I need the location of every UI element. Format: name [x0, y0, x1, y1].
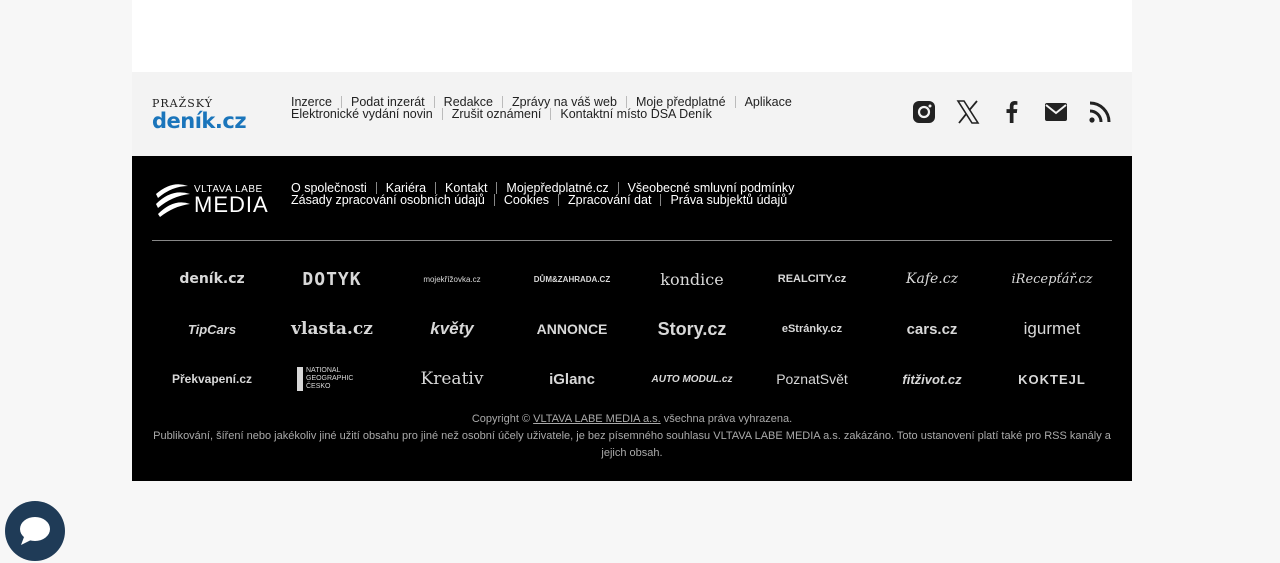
partner-logo-cars[interactable]: [872, 304, 992, 354]
partner-logo-text: ANNONCE: [536, 321, 608, 337]
footer-link-redakce[interactable]: Redakce: [434, 96, 502, 108]
footer-link-kontaktni-misto-dsa[interactable]: Kontaktní místo DSA Deník: [550, 108, 720, 120]
company-link-zpracovani-dat[interactable]: Zpracování dat: [558, 194, 660, 206]
social-links: [912, 100, 1112, 124]
copyright-company-link[interactable]: VLTAVA LABE MEDIA a.s.: [533, 413, 661, 425]
company-link-kontakt[interactable]: Kontakt: [435, 182, 496, 194]
partner-logo-text: vlasta.cz: [291, 319, 373, 339]
partner-logo-text: AUTO MODUL.cz: [651, 373, 733, 385]
x-icon[interactable]: [956, 100, 980, 124]
partner-logo-text: kondice: [660, 269, 724, 289]
partner-logo-text: Kreativ: [420, 369, 484, 389]
company-links: [291, 182, 803, 206]
copyright-line: [152, 411, 1112, 428]
partner-logo-text: cars.cz: [906, 320, 958, 338]
facebook-icon[interactable]: [1000, 100, 1024, 124]
partner-logo-story[interactable]: [632, 304, 752, 354]
partner-logo-text: fitživot.cz: [902, 371, 962, 387]
footer-link-podat-inzerat[interactable]: Podat inzerát: [341, 96, 434, 108]
chat-bubble-icon: [18, 515, 52, 547]
partner-logo-mojekrizovka[interactable]: [392, 254, 512, 304]
footer-link-zrusit-oznameni[interactable]: Zrušit oznámení: [442, 108, 551, 120]
company-link-o-spolecnosti[interactable]: O společnosti: [291, 181, 367, 195]
partner-logo-poznatsvet[interactable]: [752, 354, 872, 404]
copyright-prefix: Copyright ©: [471, 413, 531, 425]
company-link-vseobecne-podminky[interactable]: Všeobecné smluvní podmínky: [618, 182, 804, 194]
vlm-swoosh-icon: [154, 182, 192, 218]
partner-logos: [152, 254, 1112, 404]
partner-logo-iglanc[interactable]: [512, 354, 632, 404]
partner-logo-fitzivot[interactable]: [872, 354, 992, 404]
site-footer: [132, 72, 1132, 156]
partner-logo-dotyk[interactable]: [272, 254, 392, 304]
footer-links: [291, 96, 801, 120]
partner-logo-text: PoznatSvět: [776, 371, 848, 387]
content-area: [132, 0, 1132, 72]
partner-logo-text: DOTYK: [302, 268, 362, 290]
partner-logo-automodul[interactable]: [632, 354, 752, 404]
copyright-notice: Publikování, šíření nebo jakékoliv jiné užití obsahu pro jiné než osobní účely uživatele, je bez písemného souhlasu VLTAVA LABE MEDIA a.s. zakázáno. Toto ustanovení platí také pro RSS kanály a jejich obsah.: [153, 430, 1111, 459]
partner-logo-text: mojekřížovka.cz: [423, 274, 481, 284]
instagram-icon[interactable]: [912, 100, 936, 124]
footer-link-moje-predplatne[interactable]: Moje předplatné: [626, 96, 735, 108]
partner-logo-text: DŮM&ZAHRADA.CZ: [533, 274, 611, 284]
company-link-kariera[interactable]: Kariéra: [376, 182, 435, 194]
chat-button[interactable]: [5, 501, 65, 561]
company-link-zasady-osobnich-udaju[interactable]: Zásady zpracování osobních údajů: [291, 193, 485, 207]
vltava-labe-media-logo[interactable]: [154, 182, 269, 218]
partner-logo-denik[interactable]: [152, 254, 272, 304]
partner-logo-text: deník.cz: [179, 271, 245, 287]
partner-logo-koktejl[interactable]: [992, 354, 1112, 404]
partner-logo-text: Překvapení.cz: [171, 372, 253, 386]
partner-logo-text: Kafe.cz: [906, 271, 958, 287]
company-link-cookies[interactable]: Cookies: [494, 194, 558, 206]
partner-logo-dum-zahrada[interactable]: [512, 254, 632, 304]
partner-logo-igurmet[interactable]: [992, 304, 1112, 354]
partner-logo-kreativ[interactable]: [392, 354, 512, 404]
partner-logo-realcity[interactable]: [752, 254, 872, 304]
partner-logo-kvety[interactable]: [392, 304, 512, 354]
partner-logo-estranky[interactable]: [752, 304, 872, 354]
footer-divider: [152, 240, 1112, 241]
partner-logo-text: eStránky.cz: [781, 323, 843, 335]
copyright-block: [152, 411, 1112, 462]
partner-logo-vlasta[interactable]: [272, 304, 392, 354]
rss-icon[interactable]: [1088, 100, 1112, 124]
company-link-mojepredplatne[interactable]: Mojepředplatné.cz: [496, 182, 617, 194]
email-icon[interactable]: [1044, 100, 1068, 124]
partner-logo-kondice[interactable]: [632, 254, 752, 304]
footer-link-elektronicke-vydani[interactable]: Elektronické vydání novin: [291, 107, 433, 121]
partner-logo-text: Story.cz: [657, 318, 727, 339]
partner-logo-text: REALCITY.cz: [777, 273, 847, 285]
partner-logo-text: TipCars: [187, 321, 237, 337]
partner-logo-prekvapeni[interactable]: [152, 354, 272, 404]
brand-logo[interactable]: [152, 98, 262, 132]
vlm-logo-top: VLTAVA LABE: [194, 184, 263, 195]
brand-logo-top: PRAŽSKÝ: [152, 97, 213, 110]
partner-logo-text: igurmet: [1023, 319, 1081, 338]
partner-logo-tipcars[interactable]: [152, 304, 272, 354]
copyright-suffix: všechna práva vyhrazena.: [663, 413, 793, 425]
partner-logo-kafe[interactable]: [872, 254, 992, 304]
partner-logo-text: KOKTEJL: [1018, 371, 1086, 387]
footer-link-aplikace[interactable]: Aplikace: [735, 96, 801, 108]
vlm-logo-main: MEDIA: [194, 192, 269, 217]
partner-logo-text: NATIONAL GEOGRAPHIC ČESKO: [297, 367, 367, 391]
footer-link-zpravy-na-vas-web[interactable]: Zprávy na váš web: [502, 96, 626, 108]
partner-logo-national-geographic[interactable]: [272, 354, 392, 404]
partner-logo-text: iGlanc: [549, 370, 595, 388]
partner-logo-text: květy: [430, 319, 474, 338]
partner-logo-text: iRecepťář.cz: [1011, 271, 1093, 287]
brand-logo-main: deník.cz: [152, 109, 247, 133]
company-footer: [132, 156, 1132, 481]
partner-logo-annonce[interactable]: [512, 304, 632, 354]
partner-logo-irecepar[interactable]: [992, 254, 1112, 304]
company-link-prava-subjektu[interactable]: Práva subjektů údajů: [660, 194, 796, 206]
footer-link-inzerce[interactable]: Inzerce: [291, 95, 332, 109]
